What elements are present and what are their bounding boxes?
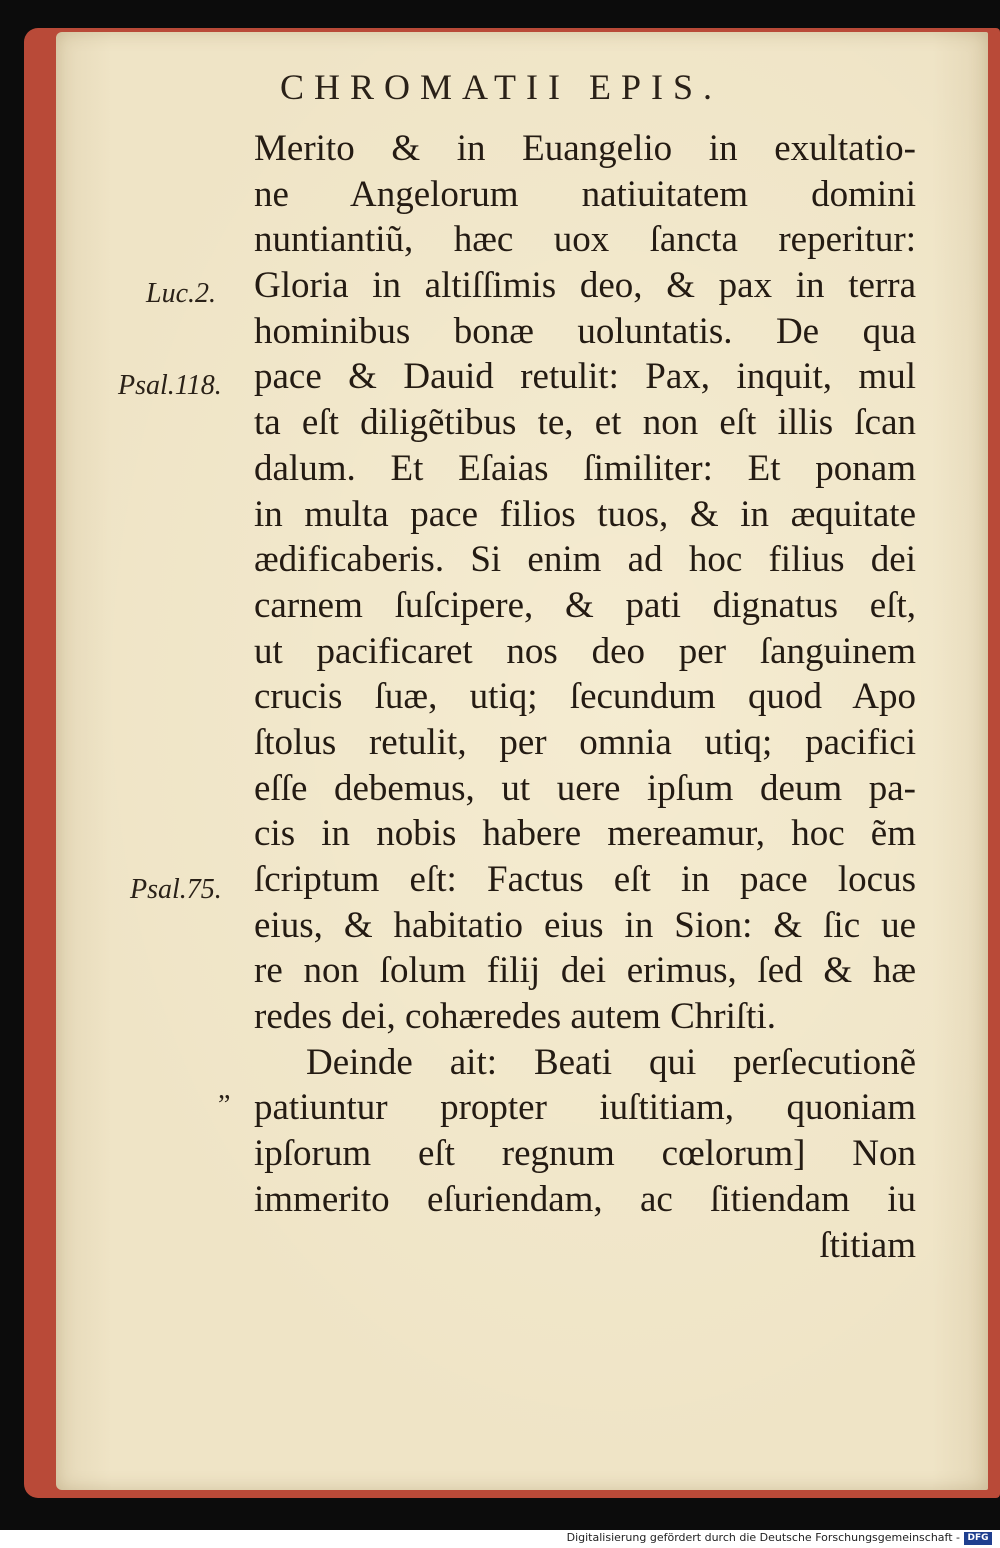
text-line: ſcriptum eſt: Factus eſt in pace locus [254, 859, 916, 900]
text-line: ta eſt diligẽtibus te, et non eſt illis ſcan [254, 402, 916, 444]
text-line: cis in nobis habere mereamur, hoc ẽm [254, 813, 916, 855]
text-line: ædificaberis. Si enim ad hoc filius dei [254, 539, 916, 581]
text-line: Gloria in altiſſimis deo, & pax in terra [254, 265, 916, 307]
margin-note-psal-118: Psal.118. [118, 370, 222, 401]
margin-note-quote-mark: ” [218, 1090, 231, 1121]
text-line: redes dei, cohæredes autem Chriſti. [254, 996, 776, 1038]
text-line: eſſe debemus, ut uere ipſum deum pa- [254, 767, 916, 809]
text-block [254, 126, 916, 1268]
margin-note-luc: Luc.2. [146, 278, 216, 309]
running-head: CHROMATII EPIS. [280, 67, 723, 107]
text-line: in multa pace filios tuos, & in æquitate [254, 493, 916, 535]
text-line: pace & Dauid retulit: Pax, inquit, mul [254, 356, 916, 398]
text-line: ut pacificaret nos deo per ſanguinem [254, 630, 916, 672]
text-line: ne Angelorum natiuitatem domini [254, 173, 916, 215]
text-line: patiuntur propter iuſtitiam, quoniam [254, 1087, 916, 1129]
text-line: ipſorum eſt regnum cœlorum] Non [254, 1133, 916, 1175]
footer-credit: Digitalisierung gefördert durch die Deutsche Forschungsgemeinschaft - [566, 1531, 960, 1544]
text-line: hominibus bonæ uoluntatis. De qua [254, 310, 916, 352]
text-line: ſtolus retulit, per omnia utiq; pacifici [254, 721, 916, 763]
text-line: eius, & habitatio eius in Sion: & ſic ue [254, 904, 916, 946]
text-line: Merito & in Euangelio in exultatio- [254, 128, 916, 169]
catchword: ſtitiam [819, 1224, 916, 1266]
text-line: crucis ſuæ, utiq; ſecundum quod Apo [254, 676, 916, 718]
text-line: immerito eſuriendam, ac ſitiendam iu [254, 1178, 916, 1220]
text-line: dalum. Et Eſaias ſimiliter: Et ponam [254, 447, 916, 489]
text-line: carnem ſuſcipere, & pati dignatus eſt, [254, 584, 916, 626]
text-line: Deinde ait: Beati qui perſecutionẽ [306, 1041, 916, 1083]
dfg-logo-icon: DFG [964, 1532, 992, 1545]
text-line: nuntiantiũ, hæc uox ſancta reperitur: [254, 219, 916, 261]
margin-note-psal-75: Psal.75. [130, 874, 222, 905]
text-line: re non ſolum filij dei erimus, ſed & hæ [254, 950, 916, 992]
